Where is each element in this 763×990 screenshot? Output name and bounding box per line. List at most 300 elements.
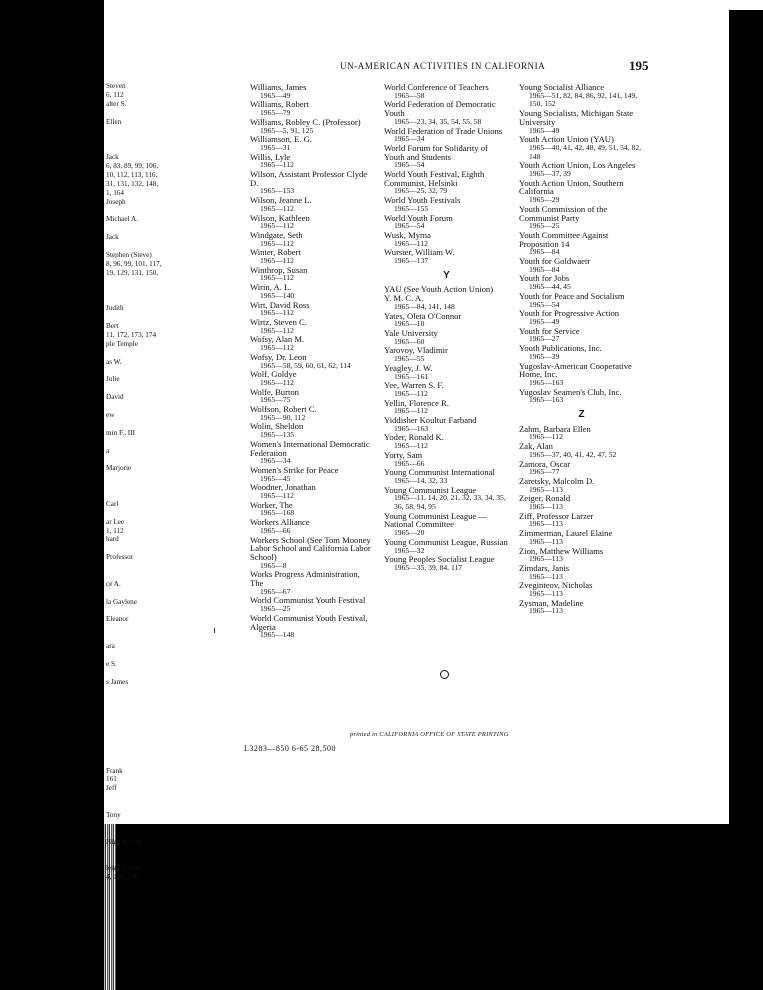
fragment-line: 31, 131, 132, 148,	[106, 179, 159, 188]
fragment-line	[106, 651, 182, 660]
entry-refs: 1965—58	[394, 90, 425, 100]
entry-name: Wolf, Goldye	[250, 369, 297, 380]
fragment-line	[106, 829, 182, 838]
entry-name: Wolin, Sheldon	[250, 421, 304, 432]
fragment-line	[106, 384, 182, 393]
index-entry	[519, 564, 644, 581]
section-letter: Z	[578, 409, 585, 421]
fragment-line	[106, 544, 182, 553]
index-entry	[384, 196, 509, 213]
index-entry	[519, 161, 644, 178]
fragment-line: Eleanor	[106, 615, 129, 624]
index-entry	[250, 196, 375, 213]
entry-refs: 1965—49	[529, 316, 560, 326]
entry-refs: 1965—113	[529, 554, 563, 564]
entry-refs: 1965—77	[529, 467, 560, 477]
entry-name: World Federation of Trade Unions	[384, 125, 503, 136]
entry-name: Youth Action Union, Southern California	[519, 177, 624, 197]
entry-name: Williamson, E. G.	[250, 134, 312, 145]
index-entry	[519, 83, 644, 109]
entry-refs: 1965—112	[260, 238, 294, 248]
index-entry	[250, 353, 375, 370]
entry-name: Y. M. C. A.	[384, 293, 424, 304]
fragment-line: Michael A.	[106, 215, 138, 224]
printer-line: printed in CALIFORNIA OFFICE OF STATE PRINTING	[350, 731, 509, 738]
index-entry	[519, 309, 644, 326]
index-entry	[250, 100, 375, 117]
index-entry	[384, 100, 509, 126]
index-entry	[519, 581, 644, 598]
entry-refs: 1965—163	[529, 395, 564, 405]
facing-page-fragments	[106, 82, 182, 882]
entry-name: Williams, James	[250, 82, 307, 92]
fragment-line: David	[106, 393, 124, 402]
index-entry	[250, 501, 375, 518]
entry-name: Young Communist League, Russian	[384, 536, 508, 547]
entry-name: Woodner, Jonathan	[250, 482, 316, 493]
entry-name: Young Socialists, Michigan State University	[519, 108, 634, 127]
fragment-line: a	[106, 446, 110, 455]
fragment-line: Marjorie	[106, 464, 132, 473]
fragment-line	[106, 144, 182, 153]
entry-name: Willis, Lyle	[250, 151, 291, 162]
entry-name: Wirin, A. L.	[250, 282, 292, 293]
fragment-line: min F., III	[106, 428, 135, 437]
index-entry	[250, 483, 375, 500]
entry-name: Youth Action Union, Los Angeles	[519, 160, 636, 171]
entry-name: Zimmerman, Laurel Elaine	[519, 528, 613, 539]
entry-refs: 1965—37, 39	[529, 169, 571, 179]
fragment-line: 11, 172, 173, 174	[106, 330, 157, 339]
entry-refs: 1965—84, 141, 148	[394, 301, 455, 311]
fragment-line	[106, 206, 182, 215]
entry-name: Workers School (See Tom Mooney Labor School and California Labor School)	[250, 534, 371, 562]
fragment-line: Tony	[106, 811, 121, 820]
entry-refs: 1965—31	[260, 142, 291, 152]
index-entry	[250, 518, 375, 535]
fragment-line: 6, 83, 89, 99, 106,	[106, 162, 159, 171]
entry-refs: 1965—112	[260, 160, 294, 170]
index-entry	[250, 266, 375, 283]
entry-name: Zahm, Barbara Ellen	[519, 423, 591, 434]
entry-name: Youth for Jobs	[519, 273, 570, 284]
fragment-line: Jack	[106, 233, 119, 242]
entry-name: Yale University	[384, 327, 438, 338]
entry-refs: 1965—163	[394, 423, 429, 433]
fragment-line	[106, 687, 182, 696]
index-entry	[250, 570, 375, 596]
fragment-line	[106, 607, 182, 616]
entry-refs: 1965—112	[260, 256, 294, 266]
entry-refs: 1965—14, 32, 33	[394, 475, 448, 485]
entry-name: Youth Commission of the Communist Party	[519, 203, 608, 223]
fragment-line	[106, 109, 182, 118]
entry-refs: 1965—8	[260, 560, 287, 570]
fragment-line: ce A.	[106, 579, 121, 588]
entry-refs: 1965—137	[394, 256, 429, 266]
index-entry	[250, 214, 375, 231]
entry-name: Yee, Warren S. F.	[384, 380, 444, 391]
index-entry	[250, 405, 375, 422]
fragment-line: 10, 112, 113, 116,	[106, 170, 158, 179]
entry-refs: 1965—112	[529, 432, 563, 442]
entry-name: World Federation of Democratic Youth	[384, 99, 496, 119]
index-entry	[250, 370, 375, 387]
entry-name: Yugoslav Seamen's Club, Inc.	[519, 386, 622, 397]
entry-name: World Communist Youth Festival, Algeria	[250, 612, 368, 632]
fragment-line	[106, 562, 182, 571]
entry-name: Wilson, Jeanne L.	[250, 195, 312, 206]
index-entry	[519, 477, 644, 494]
fragment-line: Judith	[106, 304, 124, 313]
fragment-line	[106, 126, 182, 135]
index-entry	[519, 512, 644, 529]
index-entry	[250, 536, 375, 571]
entry-refs: 1965—75	[260, 395, 291, 405]
entry-refs: 1965—112	[260, 308, 294, 318]
entry-name: Workers Alliance	[250, 517, 310, 528]
entry-refs: 1965—79	[260, 108, 291, 118]
index-entry	[519, 362, 644, 388]
entry-refs: 1965—49	[260, 90, 291, 100]
index-entry	[384, 144, 509, 170]
entry-name: Zak, Alan	[519, 441, 553, 452]
index-entry	[384, 433, 509, 450]
fragment-line: hard	[106, 535, 119, 544]
fragment-line	[106, 758, 182, 767]
index-entry	[384, 346, 509, 363]
fragment-line	[106, 224, 182, 233]
entry-name: Yarovoy, Vladimir	[384, 345, 448, 356]
fragment-line	[106, 278, 182, 287]
entry-refs: 1965—112	[260, 221, 294, 231]
entry-name: Wirtz, Steven C.	[250, 316, 307, 327]
scan-right-margin	[729, 10, 763, 824]
entry-name: Youth Action Union (YAU)	[519, 134, 614, 145]
fragment-line: Frank	[106, 766, 123, 775]
index-entry	[384, 214, 509, 231]
entry-name: Zamora, Oscar	[519, 458, 571, 469]
index-column-3	[519, 83, 644, 616]
entry-name: Women's Strike for Peace	[250, 464, 339, 475]
index-entry	[384, 83, 509, 100]
entry-refs: 1965—90, 112	[260, 412, 306, 422]
entry-name: Youth for Progressive Action	[519, 308, 620, 319]
fragment-line	[106, 722, 182, 731]
entry-refs: 1965—11, 14, 20, 21, 32, 33, 34, 35, 36, 58, 94, 95	[394, 493, 506, 512]
entry-name: Yorty, Sam	[384, 449, 423, 460]
entry-name: World Youth Festival, Eighth Communist, Helsinki	[384, 169, 485, 188]
fragment-line	[106, 491, 182, 500]
entry-name: Wolfe, Burton	[250, 386, 299, 397]
fragment-line	[106, 438, 182, 447]
entry-name: Youth Committee Against Proposition 14	[519, 229, 609, 249]
entry-refs: 1965—40, 41, 42, 48, 49, 51, 54, 82, 148	[529, 142, 642, 161]
entry-name: Wilson, Assistant Professor Clyde D.	[250, 169, 368, 188]
fragment-line: Julie	[106, 375, 120, 384]
index-entry	[519, 425, 644, 442]
entry-refs: 1965—161	[394, 371, 429, 381]
index-entry	[384, 468, 509, 485]
entry-name: Windgate, Seth	[250, 229, 303, 240]
fragment-line	[106, 820, 182, 829]
entry-refs: 1965—113	[529, 484, 563, 494]
fragment-line	[106, 624, 182, 633]
entry-refs: 1965—112	[260, 377, 294, 387]
entry-refs: 1965—67	[260, 586, 291, 596]
entry-name: Winthrop, Susan	[250, 264, 308, 275]
index-entry	[384, 555, 509, 572]
entry-refs: 1965—27	[529, 334, 560, 344]
entry-name: World Communist Youth Festival	[250, 595, 366, 606]
entry-refs: 1965—112	[260, 325, 294, 335]
index-entry	[519, 274, 644, 291]
index-entry	[519, 231, 644, 257]
index-entry	[384, 294, 509, 311]
entry-name: Yeagley, J. W.	[384, 362, 433, 373]
index-entry	[519, 257, 644, 274]
entry-name: Zveginteov, Nicholas	[519, 580, 593, 591]
fragment-line	[106, 793, 182, 802]
entry-refs: 1965—113	[529, 519, 563, 529]
fragment-line: ew	[106, 410, 115, 419]
entry-name: Wolfson, Robert C.	[250, 404, 317, 415]
fragment-line: Carl	[106, 499, 119, 508]
fragment-line	[106, 313, 182, 322]
fragment-line: High School	[106, 837, 143, 846]
fragment-line: alter S.	[106, 99, 127, 108]
entry-refs: 1965—45	[260, 473, 291, 483]
index-entry	[519, 344, 644, 361]
fragment-line: 1, 112	[106, 526, 124, 535]
fragment-line: Professor	[106, 553, 134, 562]
fragment-line: 1, 164	[106, 188, 124, 197]
index-entry	[519, 327, 644, 344]
entry-name: Youth for Service	[519, 325, 580, 336]
index-entry	[250, 596, 375, 613]
fragment-line: 8, 96, 99, 101, 117,	[106, 259, 162, 268]
fragment-line: ara	[106, 642, 115, 651]
entry-refs: 1965—112	[394, 441, 428, 451]
entry-refs: 1965—135	[260, 430, 295, 440]
entry-name: Wilson, Kathleen	[250, 212, 310, 223]
fragment-line	[106, 633, 182, 642]
index-entry	[384, 329, 509, 346]
index-entry	[250, 170, 375, 196]
stray-mark	[214, 628, 215, 633]
entry-refs: 1965—34	[260, 456, 291, 466]
entry-name: Young Peoples Socialist League	[384, 554, 495, 565]
index-entry	[384, 512, 509, 538]
index-entry	[250, 440, 375, 466]
fragment-line	[106, 135, 182, 144]
fragment-line: la Gaylene	[106, 597, 137, 606]
entry-name: Youth Publications, Inc.	[519, 343, 602, 354]
fragment-line: ar Lee	[106, 517, 125, 526]
entry-name: Wurster, William W.	[384, 247, 455, 258]
fragment-line: Steven	[106, 82, 126, 90]
entry-refs: 1965—55	[394, 354, 425, 364]
fragment-line	[106, 802, 182, 811]
entry-refs: 1965—25	[260, 604, 291, 614]
page-number: 195	[629, 58, 649, 73]
entry-name: Williams, Robert	[250, 99, 309, 110]
entry-name: Young Communist League	[384, 484, 477, 495]
entry-refs: 1965—23, 34, 35, 54, 55, 58	[394, 116, 482, 126]
fragment-line	[106, 295, 182, 304]
fragment-line: Joseph	[106, 197, 126, 206]
entry-refs: 1965—163	[529, 377, 564, 387]
entry-refs: 1965—84	[529, 264, 560, 274]
entry-refs: 1965—112	[260, 343, 294, 353]
print-imprint: L3283—850 6-65 28,500	[244, 744, 337, 753]
index-entry	[250, 466, 375, 483]
entry-name: Yiddisher Koultur Farband	[384, 415, 477, 426]
fragment-line: Stephen (Steve)	[106, 250, 152, 259]
entry-refs: 1965—5, 91, 125	[260, 125, 314, 135]
index-entry	[250, 83, 375, 100]
entry-name: World Youth Festivals	[384, 195, 461, 206]
index-entry	[250, 153, 375, 170]
entry-name: Zion, Matthew Williams	[519, 545, 604, 556]
entry-refs: 1965—168	[260, 508, 295, 518]
entry-refs: 1965—66	[394, 458, 425, 468]
fragment-line: Jeff	[106, 784, 117, 793]
entry-name: Zeiger, Ronald	[519, 493, 571, 504]
fragment-line: s James	[106, 677, 129, 686]
entry-name: Winter, Robert	[250, 247, 301, 258]
index-entry	[384, 364, 509, 381]
entry-refs: 1965—54	[394, 160, 425, 170]
index-entry	[250, 248, 375, 265]
index-entry	[384, 312, 509, 329]
fragment-line	[106, 420, 182, 429]
index-entry	[519, 529, 644, 546]
index-entry	[384, 127, 509, 144]
entry-refs: 1965—10	[394, 319, 425, 329]
scan-gutter	[0, 0, 104, 990]
entry-refs: 1965—112	[394, 388, 428, 398]
index-entry	[519, 547, 644, 564]
fragment-line	[106, 704, 182, 713]
fragment-line	[106, 367, 182, 376]
entry-refs: 1965—32	[394, 545, 425, 555]
entry-name: Zysman, Madeline	[519, 597, 584, 608]
entry-name: World Youth Forum	[384, 212, 453, 223]
fragment-line	[106, 740, 182, 749]
fragment-line: 4, 129, 130	[106, 873, 139, 882]
entry-refs: 1965—37, 40, 41, 42, 47, 52	[529, 449, 617, 459]
index-entry	[250, 422, 375, 439]
index-entry	[519, 460, 644, 477]
index-entry	[384, 231, 509, 248]
entry-refs: 1965—58, 59, 60, 61, 62, 114	[260, 360, 351, 370]
entry-refs: 1965—60	[394, 336, 425, 346]
index-entry	[384, 416, 509, 433]
index-entry	[519, 599, 644, 616]
index-entry	[384, 381, 509, 398]
entry-refs: 1965—113	[529, 606, 563, 616]
entry-refs: 1965—112	[260, 203, 294, 213]
entry-name: World Forum for Solidarity of Youth and Students	[384, 142, 488, 162]
entry-name: Zimdars, Janis	[519, 562, 570, 573]
entry-name: Yellin, Florence R.	[384, 397, 450, 408]
entry-name: Zaretsky, Malcolm D.	[519, 475, 595, 486]
index-entry	[519, 135, 644, 161]
fragment-line	[106, 509, 182, 518]
entry-refs: 1965—54	[394, 221, 425, 231]
running-head: UN-AMERICAN ACTIVITIES IN CALIFORNIA	[340, 61, 546, 71]
index-entry	[519, 179, 644, 205]
fragment-line	[106, 242, 182, 251]
index-column-1	[250, 83, 375, 640]
entry-name: Williams, Robley C. (Professor)	[250, 116, 361, 127]
index-entry	[519, 205, 644, 231]
entry-name: Ziff, Professor Larzer	[519, 510, 594, 521]
entry-name: Youth for Goldwaetr	[519, 256, 591, 267]
entry-name: Youth for Peace and Socialism	[519, 290, 625, 301]
fragment-line	[106, 482, 182, 491]
entry-name: Yoder, Ronald K.	[384, 432, 444, 443]
page-top-edge	[104, 0, 763, 10]
entry-refs: 1965—113	[529, 502, 563, 512]
index-entry	[250, 283, 375, 300]
entry-refs: 1965—155	[394, 203, 429, 213]
fragment-line	[106, 589, 182, 598]
entry-refs: 1965—113	[529, 571, 563, 581]
entry-refs: 1965—35, 39, 84, 117	[394, 562, 463, 572]
index-entry	[519, 292, 644, 309]
entry-refs: 1965—39	[529, 351, 560, 361]
index-entry	[384, 170, 509, 196]
fragment-line	[106, 473, 182, 482]
entry-refs: 1965—113	[529, 536, 563, 546]
entry-refs: 1965—113	[529, 589, 563, 599]
index-entry	[250, 335, 375, 352]
entry-refs: 1965—34	[394, 134, 425, 144]
entry-name: Wirt, David Ross	[250, 299, 310, 310]
index-column-2	[384, 83, 509, 573]
fragment-line: Bert	[106, 322, 119, 331]
entry-refs: 1965—29	[529, 195, 560, 205]
index-entry	[384, 486, 509, 512]
section-letter: Y	[443, 269, 450, 281]
fragment-line	[106, 847, 182, 856]
entry-name: Young Socialist Alliance	[519, 82, 605, 92]
fragment-line	[106, 695, 182, 704]
entry-name: Women's International Democratic Federation	[250, 438, 370, 458]
entry-refs: 1965—140	[260, 290, 295, 300]
entry-name: YAU (See Youth Action Union)	[384, 284, 494, 295]
fragment-line	[106, 749, 182, 758]
entry-refs: 1965—51, 82, 84, 86, 92, 141, 149, 150, 152	[529, 90, 638, 109]
entry-refs: 1965—112	[260, 491, 294, 501]
entry-name: Wofsy, Dr. Leon	[250, 351, 307, 362]
fragment-line	[106, 713, 182, 722]
entry-refs: 1965—44, 45	[529, 282, 571, 292]
entry-refs: 1965—66	[260, 525, 291, 535]
index-entry	[384, 538, 509, 555]
entry-refs: 1965—54	[529, 299, 560, 309]
fragment-line: e S.	[106, 659, 117, 668]
entry-refs: 1965—112	[260, 273, 294, 283]
entry-name: Yugoslav-American Cooperative Home, Inc.	[519, 360, 632, 380]
entry-name: Yates, Oleta O'Connor	[384, 310, 462, 321]
entry-refs: 1965—84	[529, 247, 560, 257]
fragment-line	[106, 731, 182, 740]
index-entry	[250, 301, 375, 318]
fragment-line: as W.	[106, 357, 122, 366]
